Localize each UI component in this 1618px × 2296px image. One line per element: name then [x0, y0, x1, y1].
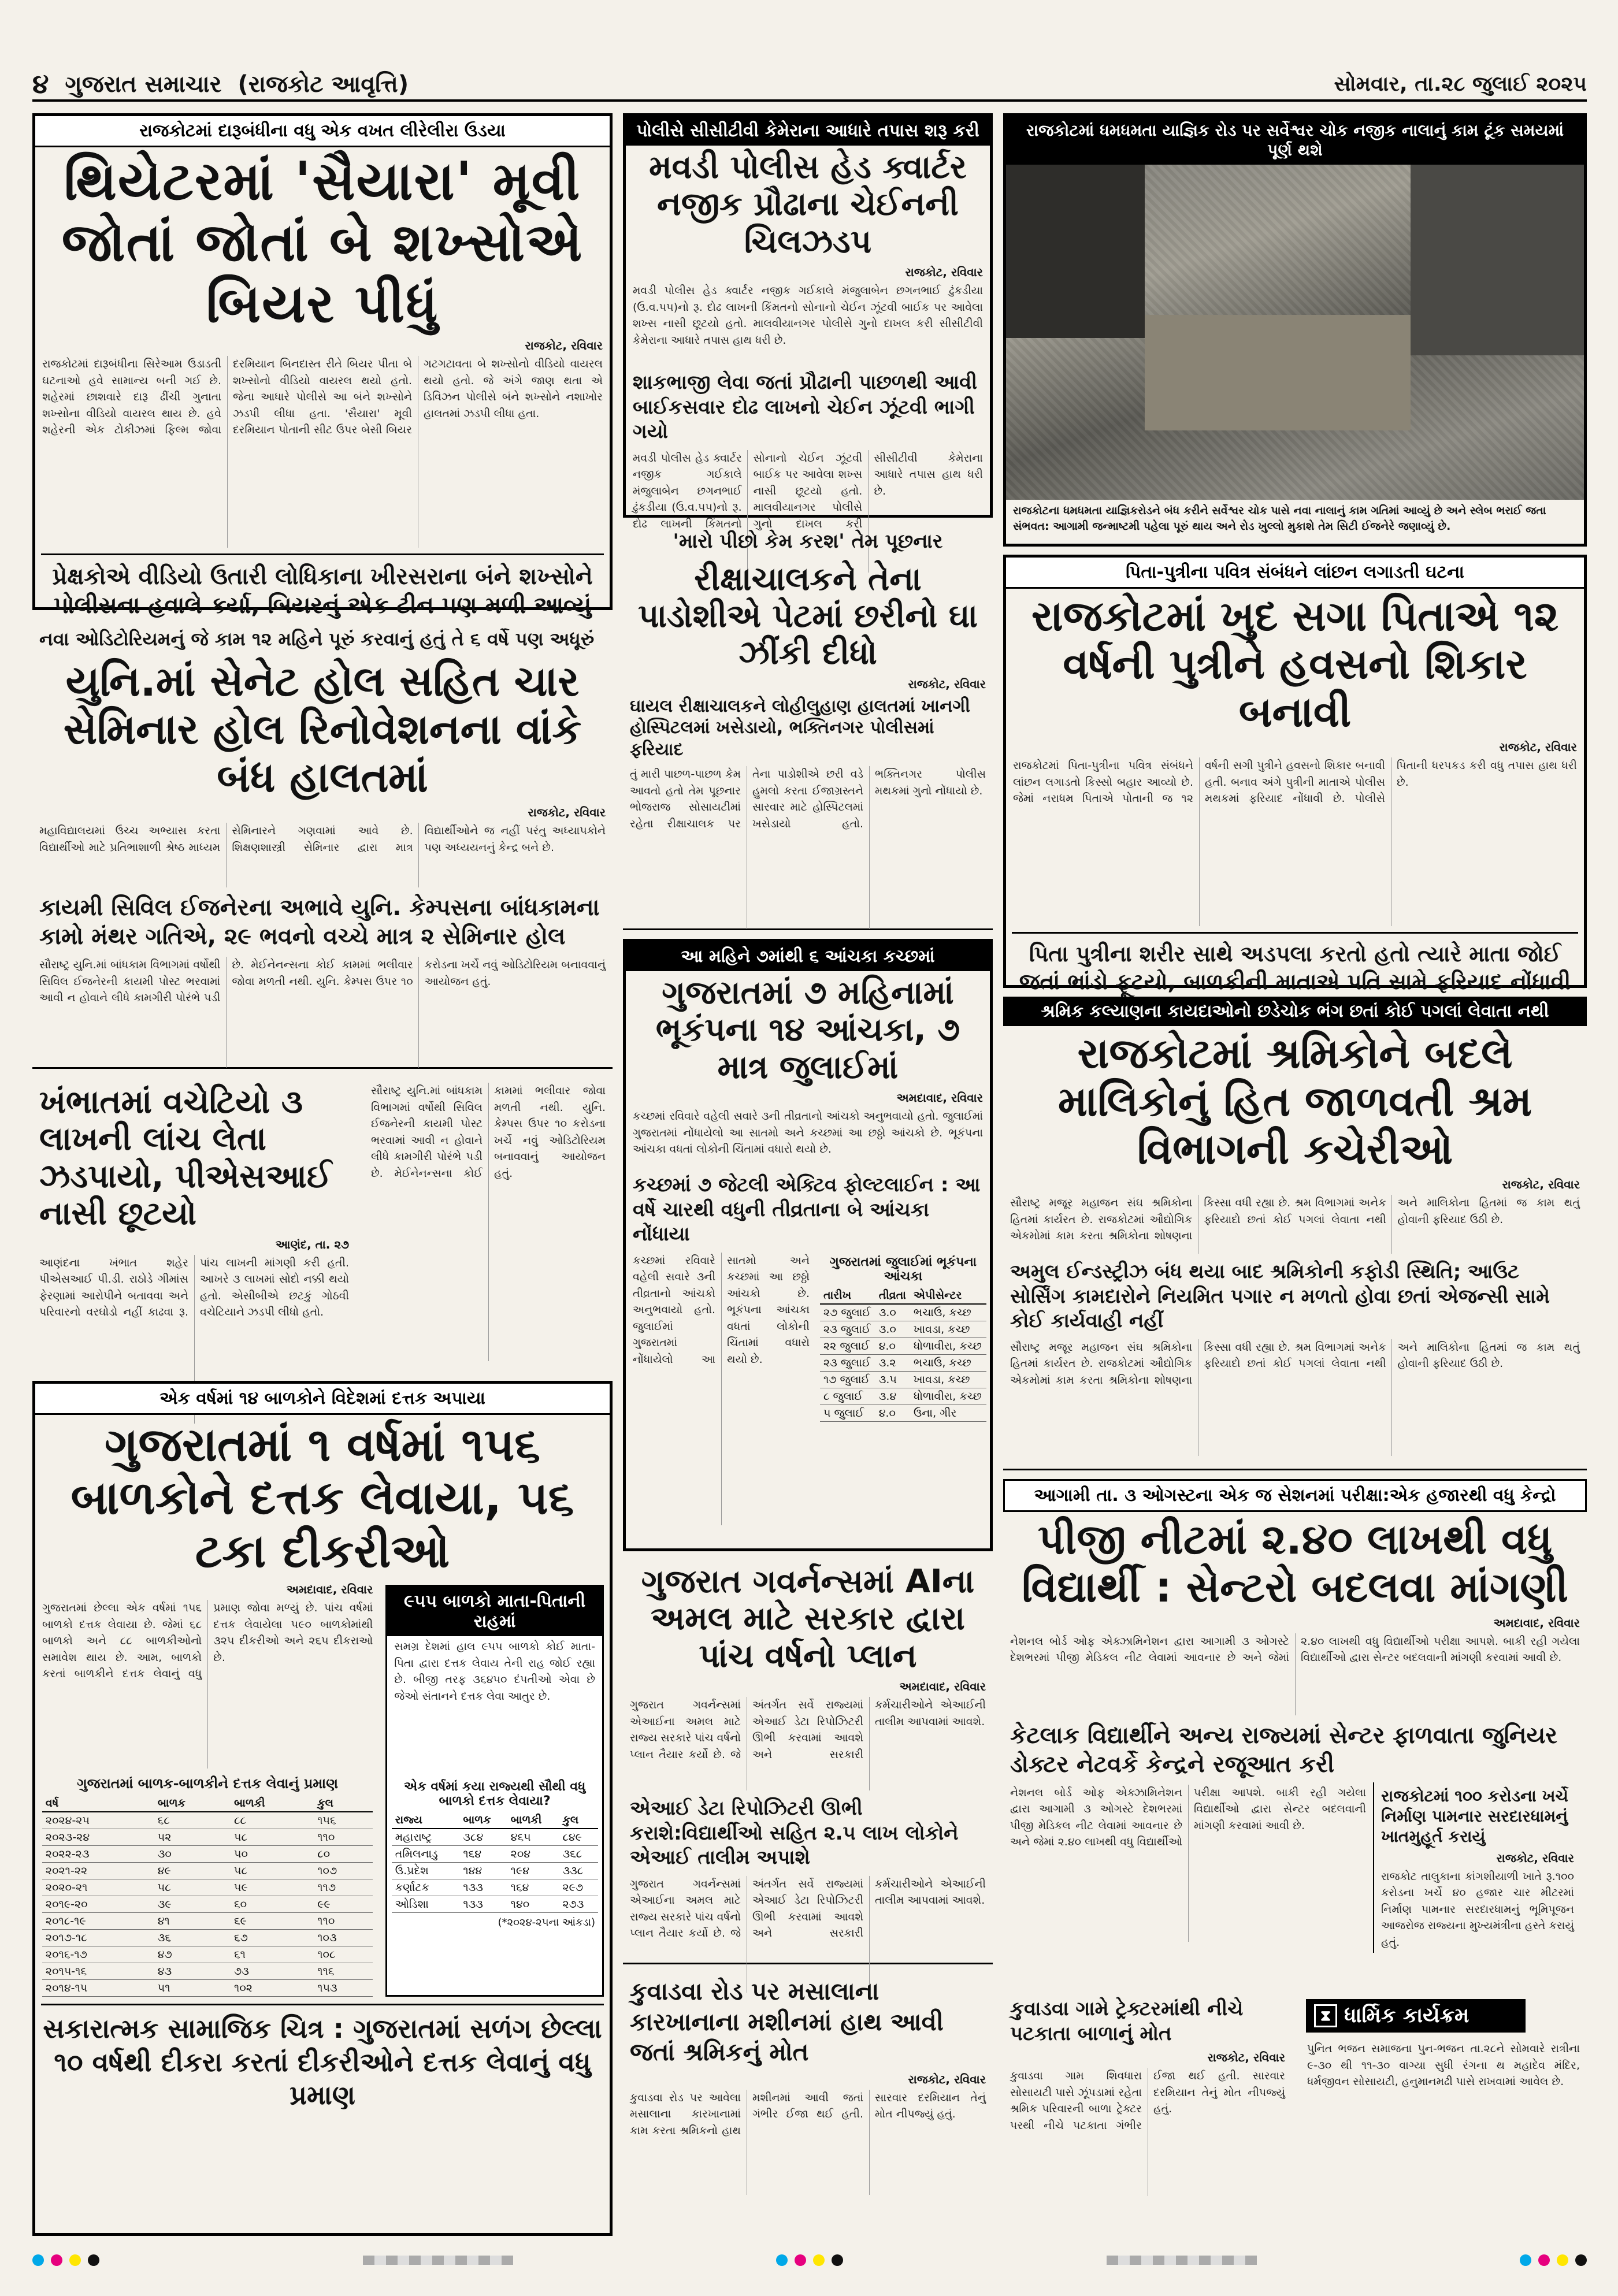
dharmik-label-text: ધાર્મિક કાર્યક્રમ [1344, 2004, 1469, 2027]
dateline: અમદાવાદ, રવિવાર [899, 1680, 986, 1694]
article-body: તું મારી પાછળ-પાછળ કેમ આવતો હતો તેમ પૂછનાર ભોજરાજ સોસાયટીમાં રહેતા રીક્ષાચાલક પર તેના પાડોશીએ છરી વડે હુમલો કરતા ઈજાગ્રસ્તને સારવાર માટે હોસ્પિટલમાં ખસેડાયો હતો. ભક્તિનગર પોલીસ મથકમાં ગુનો નોંધાયો છે. [630, 768, 986, 830]
table-row [42, 1846, 373, 1863]
dateline: રાજકોટ, રવિવાર [528, 805, 606, 820]
table-cell: ૩.૦ [875, 1304, 910, 1321]
black-dot [88, 2254, 99, 2266]
table-row [42, 1963, 373, 1980]
table-cell: ૧૫૬ [314, 1812, 373, 1829]
table-cell: ૧૯૪ [507, 1863, 559, 1879]
table-cell: ૮૦ [314, 1846, 373, 1863]
kicker: એક વર્ષમાં ૧૪ બાળકોને વિદેશમાં દત્તક અપાયા [35, 1384, 610, 1415]
table-cell: ઓડિશા [392, 1896, 460, 1913]
table-cell: ૨૨ જુલાઈ [820, 1338, 875, 1354]
black-dot [1575, 2254, 1587, 2266]
dateline: રાજકોટ, રવિવાર [1502, 1177, 1580, 1192]
kicker: આ મહિને ૭માંથી ૬ આંચકા કચ્છમાં [626, 942, 990, 971]
column-header: બાળક [459, 1812, 507, 1829]
headline: પીજી નીટમાં ૨.૪૦ લાખથી વધુ વિદ્યાર્થી : સેન્ટરો બદલવા માંગણી [1022, 1515, 1568, 1611]
table-row [820, 1388, 986, 1405]
article-adoption [32, 1381, 613, 2236]
headline: મવડી પોલીસ હેડ ક્વાર્ટર નજીક પ્રૌઢાના ચેઈનની ચિલઝડપ [649, 148, 967, 261]
table-row [392, 1863, 598, 1879]
yellow-dot [1557, 2254, 1568, 2266]
article-university [32, 624, 613, 1069]
subhead: કચ્છમાં ૭ જેટલી એક્ટિવ ફોલ્ટલાઈન : આ વર્ષે ચારથી વધુની તીવ્રતાના બે આંચકા નોંધાયા [633, 1173, 981, 1246]
table-row [42, 1879, 373, 1896]
table-cell: ૫ જુલાઈ [820, 1405, 875, 1421]
headline: ગુજરાતમાં ૭ મહિનામાં ભૂકંપના ૧૪ આંચકા, ૭ માત્ર જુલાઈમાં [655, 974, 960, 1086]
dateline: રાજકોટ, રવિવાર [1499, 740, 1577, 755]
table-title: ગુજરાતમાં બાળક-બાળકીને દત્તક લેવાનું પ્રમાણ [77, 1775, 339, 1792]
dateline: રાજકોટ, રવિવાર [908, 2072, 986, 2086]
print-registration-marks [32, 2253, 1587, 2267]
table-cell: ૪૯ [154, 1863, 231, 1879]
dateline: આણંદ, તા. ૨૭ [276, 1237, 349, 1251]
column-header: કુલ [559, 1812, 598, 1829]
table-cell: ૧૩૩ [459, 1896, 507, 1913]
table-cell: ૧૦૭ [314, 1863, 373, 1879]
table-cell: ૭૩ [231, 1963, 314, 1980]
headline: ગુજરાતમાં ૧ વર્ષમાં ૧૫૬ બાળકોને દત્તક લેવાયા, ૫૬ ટકા દીકરીઓ [70, 1418, 574, 1578]
article-mavdi [623, 113, 993, 530]
yellow-dot [813, 2254, 825, 2266]
headline: રાજકોટમાં ખુદ સગા પિતાએ ૧૨ વર્ષની પુત્રીને હવસનો શિકાર બનાવી [1031, 592, 1559, 736]
article-earthquake [623, 939, 993, 1551]
column-header: એપીસેન્ટર [910, 1287, 986, 1304]
table-cell: ૪૩ [154, 1963, 231, 1980]
table-cell: ૩.૦ [875, 1321, 910, 1338]
table-cell: ૧૦૩ [314, 1930, 373, 1946]
masthead-left [32, 68, 409, 101]
hourglass-icon: ⧗ [1314, 2004, 1337, 2027]
table-row [820, 1304, 986, 1321]
magenta-dot [51, 2254, 62, 2266]
table-row [820, 1354, 986, 1371]
table-cell: કર્ણાટક [392, 1879, 460, 1896]
black-dot [832, 2254, 843, 2266]
color-dots [1520, 2254, 1587, 2266]
article-body-2: મવડી પોલીસ હેડ ક્વાર્ટર નજીક ગઈકાલે મંજુલાબેન છગનભાઈ ઢુંકડીયા (ઉ.વ.૫૫)નો રૂ. દોઢ લાખની કિંમતનો સોનાનો ચેઈન ઝૂંટવી બાઈક પર આવેલા શખ્સ નાસી છૂટયો હતો. માલવીયાનગર પોલીસે ગુનો દાખલ કરી સીસીટીવી કેમેરાના આધારે તપાસ હાથ ધરી છે. [633, 451, 983, 530]
table-cell: ધોળાવીરા, કચ્છ [910, 1338, 986, 1354]
table-row [392, 1829, 598, 1846]
table-cell: ખાવડા, કચ્છ [910, 1321, 986, 1338]
table-cell: ૨૩ જુલાઈ [820, 1354, 875, 1371]
adoption-table [42, 1795, 373, 1997]
article-body: રાજકોટમાં દારૂબંધીના સિરેઆમ ઉડાડતી ઘટનાઓ હવે સામાન્ય બની ગઈ છે. શહેરમાં છાશવારે દારૂ ઢીંચી ગુનાતા શખ્સોના વીડિયો વાયરલ થાય છે. હવે શહેરની એક ટોકીઝમાં ફિલ્મ જોવા દરમિયાન બિનદાસ્ત રીતે બિયર પીતા બે શખ્સોનો વીડિયો વાયરલ થયો હતો. જેના આધારે પોલીસે આ બંને શખ્સોને ઝડપી લીધા હતા. 'સૈયારા' મૂવી દરમિયાન પોતાની સીટ ઉપર બેસી બિયર ગટગટાવતા બે શખ્સોનો વીડિયો વાયરલ થયો હતો. જે અંગે જાણ થતા એ ડિવિઝન પોલીસે બંને શખ્સોને નશાખોર હાલતમાં ઝડપી લીધા હતા. [42, 358, 603, 437]
column-header: રાજ્ય [392, 1812, 460, 1829]
article-body: ગુજરાત ગવર્નન્સમાં એઆઈના અમલ માટે રાજ્ય સરકારે પાંચ વર્ષનો પ્લાન તૈયાર કર્યો છે. જે અંતર્ગત સર્વે રાજ્યમાં એઆઈ ડેટા રિપોઝિટરી ઊભી કરવામાં આવશે અને સરકારી કર્મચારીઓને એઆઈની તાલીમ આપવામાં આવશે. [630, 1699, 986, 1761]
table-cell: ભચાઉ, કચ્છ [910, 1354, 986, 1371]
sidebar-table-title: એક વર્ષમાં કયા રાજ્યથી સૌથી વધુ બાળકો દત્તક લેવાયા? [404, 1779, 586, 1808]
sidebar-note: (*૨૦૨૪-૨૫ના આંકડા) [498, 1916, 595, 1929]
headline: રાજકોટમાં શ્રમિકોને બદલે માલિકોનું હિત જાળવતી શ્રમ વિભાગની કચેરીઓ [1058, 1029, 1532, 1173]
table-row [42, 1812, 373, 1829]
table-cell: ૫૨ [154, 1829, 231, 1846]
photo-drain-trench [1145, 315, 1411, 430]
grey-bar [1107, 2256, 1257, 2265]
divider [41, 553, 604, 555]
table-cell: ૫૦ [231, 1846, 314, 1863]
photo-building [1411, 165, 1584, 355]
article-body: આણંદના ખંભાત શહેર પીએસઆઈ પી.ડી. રાઠોડે ગીમાંસ ફેરણામાં આરોપીને બતાવવા અને પરિવારનો વરઘોડો નહીં કાઢવા રૂ. પાંચ લાખની માંગણી કરી હતી. આખરે ૩ લાખમાં સોદો નક્કી થયો હતો. એસીબીએ છટકું ગોઠવી વચેટિયાને ઝડપી લીધો હતો. [39, 1256, 349, 1319]
table-cell: ૨૦૧૬-૧૭ [42, 1946, 154, 1963]
grey-bar [363, 2256, 513, 2265]
earthquake-table [820, 1287, 986, 1422]
table-cell: ૧૧૦ [314, 1829, 373, 1846]
subhead: રાજકોટમાં ૧૦૦ કરોડના ખર્ચે નિર્માણ પામનાર સરદારધામનું ખાતમુહૂર્ત કરાયું [1381, 1786, 1568, 1846]
subhead: કેટલાક વિદ્યાર્થીને અન્ય રાજ્યમાં સેન્ટર ફાળવાતા જુનિયર ડોક્ટર નેટવર્કે કેન્દ્રને રજૂઆત કરી [1010, 1722, 1557, 1778]
column-header: બાળકી [507, 1812, 559, 1829]
table-cell: ધોળાવીરા, કચ્છ [910, 1388, 986, 1405]
table-cell: ૧૧૬ [314, 1963, 373, 1980]
table-row [820, 1405, 986, 1421]
table-cell: ૫૮ [231, 1863, 314, 1879]
column-header: બાળકી [231, 1795, 314, 1812]
table-cell: ૩.૫ [875, 1371, 910, 1388]
article-tractor [1003, 1993, 1292, 2236]
table-row [42, 1829, 373, 1846]
dateline: અમદાવાદ, રવિવાર [286, 1582, 373, 1596]
table-cell: ૧૦૮ [314, 1946, 373, 1963]
table-cell: ૧૬૪ [459, 1846, 507, 1863]
article-body-2: ગુજરાત ગવર્નન્સમાં એઆઈના અમલ માટે રાજ્ય સરકારે પાંચ વર્ષનો પ્લાન તૈયાર કર્યો છે. જે અંતર્ગત સર્વે રાજ્યમાં એઆઈ ડેટા રિપોઝિટરી ઊભી કરવામાં આવશે અને સરકારી કર્મચારીઓને એઆઈની તાલીમ આપવામાં આવશે. [630, 1877, 986, 1940]
sidebar-title: ૯૫૫ બાળકો માતા-પિતાની રાહમાં [387, 1587, 602, 1636]
dateline: રાજકોટ, રવિવાર [908, 677, 986, 691]
table-cell: ૬૦ [231, 1896, 314, 1913]
adoption-sidebar [385, 1585, 604, 1997]
table-cell: ૩૩૮ [559, 1863, 598, 1879]
construction-photo [1006, 165, 1584, 500]
table-row [820, 1338, 986, 1354]
dateline: રાજકોટ, રવિવાર [905, 265, 983, 280]
table-row [392, 1879, 598, 1896]
dharmik-label [1306, 1999, 1526, 2033]
photo-caption: રાજકોટના ધમધમતા યાજ્ઞિકરોડને બંધ કરીને સર્વેશ્વર ચોક પાસે નવા નાલાનું કામ ગતિમાં આવ્યું છે અને સ્લેબ ભરાઈ જતા સંભવત: આગામી જન્માષ્ટમી પહેલા પૂરું થાય અને રોડ ખુલ્લો મુકાશે તેમ સિટી ઈજનેરે જણાવ્યું છે. [1013, 504, 1546, 533]
table-cell: ૪.૦ [875, 1405, 910, 1421]
table-cell: ૫૮ [154, 1879, 231, 1896]
table-row [42, 1930, 373, 1946]
table-cell: ૧૧૦ [314, 1913, 373, 1930]
table-cell: ૩.૨ [875, 1354, 910, 1371]
kicker: 'મારો પીછો કેમ કરશ' તેમ પૂછનાર [673, 530, 943, 553]
article-parking [1373, 1782, 1581, 1953]
table-row [392, 1896, 598, 1913]
table-cell: ૧૪૦ [507, 1896, 559, 1913]
subhead: અમુલ ઈન્ડસ્ટ્રીઝ બંધ થયા બાદ શ્રમિકોની કફોડી સ્થિતિ; આઉટ સોર્સિંગ કામદારોને નિયમિત પગાર ન મળતો હોવા છતાં એજન્સી સામે કોઈ કાર્યવાહી નહીં [1010, 1260, 1550, 1333]
table-cell: ૩૯ [154, 1896, 231, 1913]
article-neet [1003, 1479, 1587, 1987]
article-body: મવડી પોલીસ હેડ ક્વાર્ટર નજીક ગઈકાલે મંજુલાબેન છગનભાઈ ઢુંકડીયા (ઉ.વ.૫૫)નો રૂ. દોઢ લાખની કિંમતનો સોનાનો ચેઈન ઝૂંટવી બાઈક પર આવેલા શખ્સ નાસી છૂટયો હતો. માલવીયાનગર પોલીસે ગુનો દાખલ કરી સીસીટીવી કેમેરાના આધારે તપાસ હાથ ધરી છે. [633, 284, 983, 347]
sidebar-body: સમગ્ર દેશમાં હાલ ૯૫૫ બાળકો કોઈ માતા-પિતા દ્વારા દત્તક લેવાય તેની રાહ જોઈ રહ્યા છે. બીજી તરફ ૩૬૪૫૦ દંપતીઓ એવા છે જેઓ સંતાનને દત્તક લેવા આતુર છે. [394, 1640, 595, 1703]
table-cell: ૪૧ [154, 1913, 231, 1930]
table-cell: ઉના, ગીર [910, 1405, 986, 1421]
table-cell: ૩૬ [154, 1930, 231, 1946]
article-body-2: સૌરાષ્ટ્ર મજૂર મહાજન સંઘ શ્રમિકોના હિતમાં કાર્યરત છે. રાજકોટમાં ઔદ્યોગિક એકમોમાં કામ કરતા શ્રમિકોના શોષણના કિસ્સા વધી રહ્યા છે. શ્રમ વિભાગમાં અનેક ફરિયાદો છતાં કોઈ પગલાં લેવાતા નથી અને માલિકોના હિતમાં જ કામ થતું હોવાની ફરિયાદ ઉઠી છે. [1010, 1340, 1580, 1387]
table-cell: ૫૯ [231, 1879, 314, 1896]
table-cell: ૨૦૨૧-૨૨ [42, 1863, 154, 1879]
table-cell: ૫૧ [154, 1980, 231, 1997]
dateline: અમદાવાદ, રવિવાર [896, 1091, 983, 1105]
article-body: પુનિત ભજન સમાજના પુન-ભજન તા.૨૮ને સોમવારે રાત્રીના ૯-૩૦ થી ૧૧-૩૦ વાગ્યા સુધી રંગના થ મહાદેવ મંદિર, ધર્મજીવન સોસાયટી, હનુમાનમઢી પાસે રાખવામાં આવેલ છે. [1307, 2042, 1580, 2088]
table-row [42, 1980, 373, 1997]
table-cell: ૩.૪ [875, 1388, 910, 1405]
table-cell: ૧૫૩ [314, 1980, 373, 1997]
table-cell: ૬૯ [231, 1913, 314, 1930]
table-cell: ઉ.પ્રદેશ [392, 1863, 460, 1879]
edition-label: (રાજકોટ આવૃત્તિ) [237, 71, 409, 98]
page-number: ૪ [32, 68, 49, 99]
color-dots [32, 2254, 99, 2266]
article-body: મહાવિદ્યાલયમાં ઉચ્ચ અભ્યાસ કરતા વિદ્યાર્થીઓ માટે પ્રતિભાશાળી શ્રેષ્ઠ માધ્યમ સેમિનારને ગણવામાં આવે છે. શિક્ષણશાસ્ત્રી સેમિનાર દ્વારા માત્ર વિદ્યાર્થીઓને જ નહીં પરંતુ અધ્યાપકોને પણ અધ્યયનનું કેન્દ્ર બને છે. [39, 824, 606, 854]
column-header: બાળક [154, 1795, 231, 1812]
table-cell: ૬૧ [231, 1946, 314, 1963]
dateline: અમદાવાદ, રવિવાર [1493, 1615, 1580, 1630]
dateline: રાજકોટ, રવિવાર [1207, 2050, 1285, 2064]
cyan-dot [1520, 2254, 1531, 2266]
article-body: કચ્છમાં રવિવારે વહેલી સવારે ૩ની તીવ્રતાનો આંચકો અનુભવાયો હતો. જુલાઈમાં ગુજરાતમાં નોંધાયેલો આ સાતમો અને કચ્છમાં આ છઠ્ઠો આંચકો છે. ભૂકંપના આંચકા વધતાં લોકોની ચિંતામાં વધારો થયો છે. [633, 1110, 983, 1156]
table-cell: ૧૭ જુલાઈ [820, 1371, 875, 1388]
article-labour [1003, 997, 1587, 1470]
headline: યુનિ.માં સેનેટ હોલ સહિત ચાર સેમિનાર હોલ રિનોવેશનના વાંકે બંધ હાલતમાં [63, 657, 582, 801]
table-cell: ૨૦૪ [507, 1846, 559, 1863]
table-row [820, 1371, 986, 1388]
table-row [392, 1846, 598, 1863]
divider [1012, 932, 1578, 934]
table-cell: ૩૬૮ [559, 1846, 598, 1863]
table-cell: મહારાષ્ટ્ર [392, 1829, 460, 1846]
article-body: નેશનલ બોર્ડ ઓફ એક્ઝામિનેશન દ્વારા આગામી ૩ ઓગસ્ટે દેશભરમાં પીજી મેડિકલ નીટ લેવામાં આવનાર છે અને જેમાં ૨.૪૦ લાખથી વધુ વિદ્યાર્થીઓ પરીક્ષા આપશે. બાકી રહી ગયેલા વિદ્યાર્થીઓ દ્વારા સેન્ટર બદલવાની માંગણી કરવામાં આવી છે. [1010, 1634, 1580, 1665]
table-row [42, 1896, 373, 1913]
article-dharmik [1300, 1993, 1587, 2236]
column-header: તીવ્રતા [875, 1287, 910, 1304]
table-cell: ૯૯ [314, 1896, 373, 1913]
subhead: કુવાડવા ગામે ટ્રેક્ટરમાંથી નીચે પટકાતા બાળાનું મોત [1010, 1997, 1244, 2045]
article-university-continued [364, 1080, 613, 1369]
table-cell: ૩૦ [154, 1846, 231, 1863]
cyan-dot [776, 2254, 788, 2266]
table-cell: ૨૦૧૮-૧૯ [42, 1913, 154, 1930]
table-cell: ૨૦૨૨-૨૩ [42, 1846, 154, 1863]
table-cell: ૬૭ [231, 1930, 314, 1946]
table-row [820, 1321, 986, 1338]
article-body-2: કચ્છમાં રવિવારે વહેલી સવારે ૩ની તીવ્રતાનો આંચકો અનુભવાયો હતો. જુલાઈમાં ગુજરાતમાં નોંધાયેલો આ સાતમો અને કચ્છમાં આ છઠ્ઠો આંચકો છે. ભૂકંપના આંચકા વધતાં લોકોની ચિંતામાં વધારો થયો છે. [633, 1254, 810, 1366]
color-dots [776, 2254, 843, 2266]
table-cell: ૧૬૪ [507, 1879, 559, 1896]
footer-headline: પ્રેક્ષકોએ વીડિયો ઉતારી લોધિકાના ખીરસરાના બંને શખ્સોને પોલીસના હવાલે કર્યા, બિયરનું એક ટીન પણ મળી આવ્યું [52, 563, 593, 619]
table-cell: ૧૧૭ [314, 1879, 373, 1896]
table-cell: ૨૦૨૩-૨૪ [42, 1829, 154, 1846]
table-cell: ૮૪૯ [559, 1829, 598, 1846]
headline: રીક્ષાચાલકને તેના પાડોશીએ પેટમાં છરીનો ઘા ઝીંકી દીધો [637, 560, 978, 673]
table-cell: ૨૯૭ [559, 1879, 598, 1896]
divider [41, 2004, 604, 2005]
headline: થિયેટરમાં 'સૈયારા' મૂવી જોતાં જોતાં બે શખ્સોએ બિયર પીધું [61, 150, 584, 335]
table-cell: ૫૮ [231, 1829, 314, 1846]
article-khambhat [32, 1080, 356, 1369]
table-cell: તમિલનાડુ [392, 1846, 460, 1863]
table-cell: ૪૭ [154, 1946, 231, 1963]
article-body: સૌરાષ્ટ્ર મજૂર મહાજન સંઘ શ્રમિકોના હિતમાં કાર્યરત છે. રાજકોટમાં ઔદ્યોગિક એકમોમાં કામ કરતા શ્રમિકોના શોષણના કિસ્સા વધી રહ્યા છે. શ્રમ વિભાગમાં અનેક ફરિયાદો છતાં કોઈ પગલાં લેવાતા નથી અને માલિકોના હિતમાં જ કામ થતું હોવાની ફરિયાદ ઉઠી છે. [1010, 1197, 1580, 1243]
table-row [42, 1863, 373, 1879]
column-header: તારીખ [820, 1287, 875, 1304]
table-cell: ૩૮૪ [459, 1829, 507, 1846]
kicker: શ્રમિક કલ્યાણના કાયદાઓનો છડેચોક ભંગ છતાં કોઈ પગલાં લેવાતા નથી [1003, 997, 1587, 1026]
kicker: નવા ઓડિટોરિયમનું જે કામ ૧૨ મહિને પૂરું કરવાનું હતું તે ૬ વર્ષે પણ અધૂરું [39, 628, 595, 650]
column-header: કુલ [314, 1795, 373, 1812]
kicker: રાજકોટમાં ધમધમતા યાજ્ઞિક રોડ પર સર્વેશ્વર ચોક નજીક નાલાનું કામ ટૂંક સમયમાં પૂર્ણ થશે [1006, 116, 1584, 165]
article-theatre [32, 113, 613, 619]
article-body-2: નેશનલ બોર્ડ ઓફ એક્ઝામિનેશન દ્વારા આગામી ૩ ઓગસ્ટે દેશભરમાં પીજી મેડિકલ નીટ લેવામાં આવનાર છે અને જેમાં ૨.૪૦ લાખથી વધુ વિદ્યાર્થીઓ પરીક્ષા આપશે. બાકી રહી ગયેલા વિદ્યાર્થીઓ દ્વારા સેન્ટર બદલવાની માંગણી કરવામાં આવી છે. [1010, 1786, 1366, 1849]
article-body: કુવાડવા રોડ પર આવેલા મસાલાના કારખાનામાં કામ કરતા શ્રમિકનો હાથ મશીનમાં આવી જતાં ગંભીર ઈજા થઈ હતી. સારવાર દરમિયાન તેનું મોત નીપજ્યું હતું. [630, 2091, 986, 2137]
table-cell: ૪.૦ [875, 1338, 910, 1354]
table-cell: ૨૦૨૪-૨૫ [42, 1812, 154, 1829]
article-rickshaw [623, 526, 993, 930]
footer-headline: પિતા પુત્રીના શરીર સાથે અડપલા કરતો હતો ત્યારે માતા જોઈ જતાં ભાંડો ફૂટયો, બાળકીની માતાએ પતિ સામે ફરિયાદ નોંધાવી [1019, 941, 1571, 994]
table-row [42, 1913, 373, 1930]
table-title: ગુજરાતમાં જુલાઈમાં ભૂકંપના આંચકા [829, 1254, 977, 1284]
table-cell: ૨૭૩ [559, 1896, 598, 1913]
article-body-2: સૌરાષ્ટ્ર યુનિ.માં બાંધકામ વિભાગમાં વર્ષોથી સિવિલ ઈજનેરની કાયમી પોસ્ટ ભરવામાં આવી ન હોવાને લીધે કામગીરી પોરંભે પડી છે. મેઈનેનન્સના કોઈ કામમાં ભલીવાર જોવા મળતી નથી. યુનિ. કેમ્પસ ઉપર ૧૦ કરોડના ખર્ચે નવું ઓડિટોરિયમ બનાવવાનું આયોજન હતું. [39, 958, 606, 1005]
issue-date: સોમવાર, તા.૨૮ જુલાઈ ૨૦૨૫ [1334, 72, 1587, 96]
article-father [1003, 555, 1587, 994]
dateline: રાજકોટ, રવિવાર [1496, 1851, 1574, 1865]
article-body-continued: સૌરાષ્ટ્ર યુનિ.માં બાંધકામ વિભાગમાં વર્ષોથી સિવિલ ઈજનેરની કાયમી પોસ્ટ ભરવામાં આવી ન હોવાને લીધે કામગીરી પોરંભે પડી છે. મેઈનેનન્સના કોઈ કામમાં ભલીવાર જોવા મળતી નથી. યુનિ. કેમ્પસ ઉપર ૧૦ કરોડના ખર્ચે નવું ઓડિટોરિયમ બનાવવાનું આયોજન હતું. [371, 1084, 606, 1180]
article-body: રાજકોટમાં પિતા-પુત્રીના પવિત્ર સંબંધને લાંછન લગાડતો કિસ્સો બહાર આવ્યો છે. જેમાં નરાધમ પિતાએ પોતાની જ ૧૨ વર્ષની સગી પુત્રીને હવસનો શિકાર બનાવી હતી. બનાવ અંગે પુત્રીની માતાએ પોલીસ મથકમાં ફરિયાદ નોંધાવી છે. પોલીસે પિતાની ધરપકડ કરી વધુ તપાસ હાથ ધરી છે. [1013, 759, 1577, 805]
table-cell: ૨૦૧૫-૧૬ [42, 1963, 154, 1980]
table-row [42, 1946, 373, 1963]
article-governance [623, 1560, 993, 1964]
photo-building [1006, 165, 1145, 338]
dateline: રાજકોટ, રવિવાર [525, 339, 603, 353]
headline: ખંભાતમાં વચેટિયો ૩ લાખની લાંચ લેતા ઝડપાયો, પીએસઆઈ નાસી છૂટયો [39, 1083, 332, 1233]
article-kuvadva [623, 1973, 993, 2236]
table-cell: ભચાઉ, કચ્છ [910, 1304, 986, 1321]
article-body: કુવાડવા ગામ શિવધારા સોસાયટી પાસે ઝૂંપડામાં રહેતા શ્રમિક પરિવારની બાળા ટ્રેક્ટર પરથી નીચે પટકાતા ગંભીર ઈજા થઈ હતી. સારવાર દરમિયાન તેનું મોત નીપજ્યું હતું. [1010, 2070, 1285, 2132]
magenta-dot [795, 2254, 806, 2266]
table-cell: ૨૭ જુલાઈ [820, 1304, 875, 1321]
yellow-dot [69, 2254, 81, 2266]
table-cell: ૬૮ [154, 1812, 231, 1829]
column-header: વર્ષ [42, 1795, 154, 1812]
article-body: રાજકોટ તાલુકાના કાંગશીયાળી ખાતે રૂ.૧૦૦ કરોડના ખર્ચે ૪૦ હજાર ચાર મીટરમાં નિર્માણ પામનાર સરદારધામનું ભૂમિપૂજન આજરોજ રાજ્યના મુખ્યમંત્રીના હસ્તે કરાયું હતું. [1381, 1870, 1574, 1949]
table-cell: ૨૦૧૯-૨૦ [42, 1896, 154, 1913]
kicker: પિતા-પુત્રીના પવિત્ર સંબંધને લાંછન લગાડતી ઘટના [1006, 558, 1584, 589]
table-cell: ૨૦૨૦-૨૧ [42, 1879, 154, 1896]
table-cell: ૧૪૪ [459, 1863, 507, 1879]
subhead: એઆઈ ડેટા રિપોઝિટરી ઊભી કરાશે:વિદ્યાર્થીઓ સહિત ૨.૫ લાખ લોકોને એઆઈ તાલીમ અપાશે [630, 1797, 959, 1870]
magenta-dot [1538, 2254, 1550, 2266]
subhead: કુવાડવા રોડ પર મસાલાના કારખાનાના મશીનમાં હાથ આવી જતાં શ્રમિકનું મોત [630, 1977, 944, 2066]
kicker: પોલીસે સીસીટીવી કેમેરાના આધારે તપાસ શરૂ કરી [626, 116, 990, 146]
footer-headline: સકારાત્મક સામાજિક ચિત્ર : ગુજરાતમાં સળંગ છેલ્લા ૧૦ વર્ષથી દીકરા કરતાં દીકરીઓને દત્તક લેવાનું વધુ પ્રમાણ [43, 2013, 602, 2111]
table-cell: ૪૬૫ [507, 1829, 559, 1846]
kicker: આગામી તા. ૩ ઓગસ્ટના એક જ સેશનમાં પરીક્ષા:એક હજારથી વધુ કેન્દ્રો [1003, 1479, 1587, 1512]
article-photo [1003, 113, 1587, 547]
table-cell: ૮૮ [231, 1812, 314, 1829]
masthead [32, 69, 1587, 102]
table-cell: ૨૦૧૪-૧૫ [42, 1980, 154, 1997]
state-table [392, 1812, 598, 1913]
kicker: રાજકોટમાં દારૂબંધીના વધુ એક વખત લીરેલીરા ઉડયા [35, 116, 610, 147]
table-cell: ૮ જુલાઈ [820, 1388, 875, 1405]
paper-name: ગુજરાત સમાચાર [65, 71, 222, 98]
subhead: કાયમી સિવિલ ઈજનેરના અભાવે યુનિ. કેમ્પસના બાંધકામના કામો મંથર ગતિએ, ૨૯ ભવનો વચ્ચે માત્ર ૨ સેમિનાર હોલ [39, 894, 600, 950]
headline: ગુજરાત ગવર્નન્સમાં AIના અમલ માટે સરકાર દ્વારા પાંચ વર્ષનો પ્લાન [641, 1563, 975, 1675]
table-cell: ૧૩૩ [459, 1879, 507, 1896]
table-cell: ૨૦૧૭-૧૮ [42, 1930, 154, 1946]
table-cell: ખાવડા, કચ્છ [910, 1371, 986, 1388]
table-cell: ૧૦૨ [231, 1980, 314, 1997]
subhead: શાકભાજી લેવા જતાં પ્રૌઢાની પાછળથી આવી બાઈકસવાર દોઢ લાખનો ચેઈન ઝૂંટવી ભાગી ગયો [633, 371, 978, 444]
cyan-dot [32, 2254, 44, 2266]
article-body: ગુજરાતમાં છેલ્લા એક વર્ષમાં ૧૫૬ બાળકો દત્તક લેવાયા છે. જેમાં ૬૮ બાળકો અને ૮૮ બાળકીઓનો સમાવેશ થાય છે. આમ, બાળકો કરતાં બાળકીને દત્તક લેવાનું વધુ પ્રમાણ જોવા મળ્યું છે. પાંચ વર્ષમાં દત્તક લેવાયેલા ૫૯૦ બાળકોમાંથી ૩૨૫ દીકરીઓ અને ૨૬૫ દીકરાઓ છે. [42, 1602, 373, 1680]
subhead: ઘાયલ રીક્ષાચાલકને લોહીલુહાણ હાલતમાં ખાનગી હોસ્પિટલમાં ખસેડાયો, ભક્તિનગર પોલીસમાં ફરિયાદ [630, 696, 970, 760]
table-cell: ૨૩ જુલાઈ [820, 1321, 875, 1338]
